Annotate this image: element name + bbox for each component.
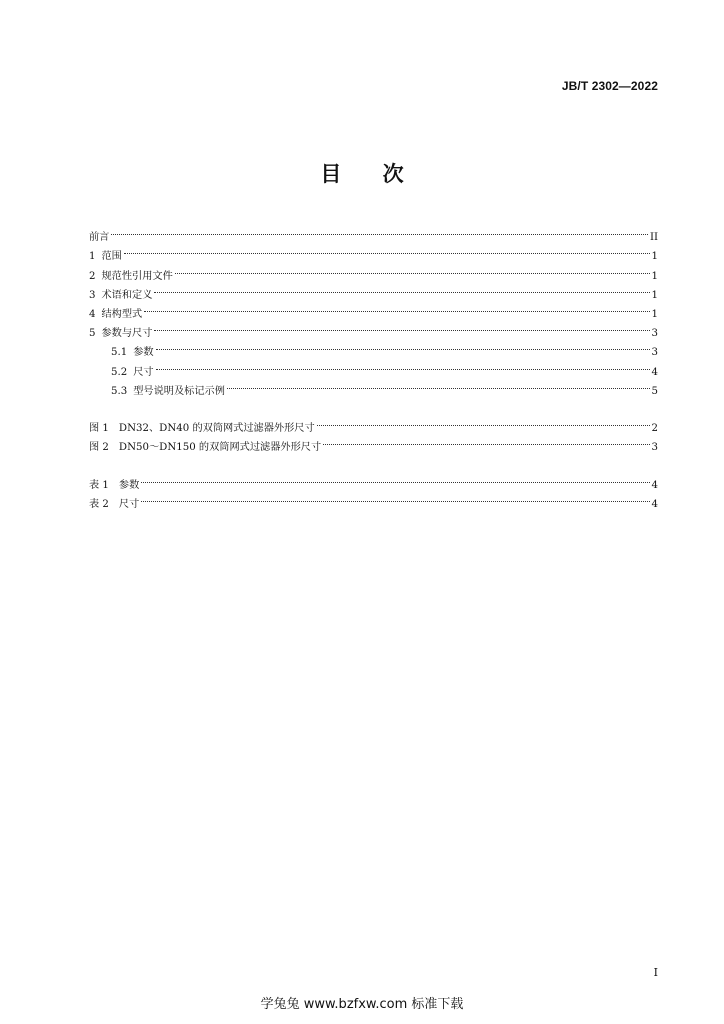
toc-entry-text: 结构型式	[101, 308, 143, 320]
toc-entry-number: 1	[89, 251, 96, 263]
page-number: I	[653, 966, 658, 979]
toc-entry-text: 参数与尺寸	[101, 328, 153, 340]
toc-entry-number: 表 2	[89, 499, 109, 511]
toc-entry-label	[89, 476, 141, 495]
toc-entry[interactable]	[89, 259, 658, 282]
toc-entry-number: 5.1	[111, 347, 128, 359]
toc-entry-page: II	[649, 232, 658, 244]
toc-entry-page: 1	[651, 270, 658, 282]
toc-entry-number: 5.3	[111, 385, 128, 397]
toc-dot-leader	[141, 469, 649, 488]
toc-entry[interactable]	[89, 279, 658, 301]
toc-entry-page: 3	[651, 328, 658, 340]
toc-entry-number: 5.2	[111, 366, 128, 378]
toc-entry-page: 4	[651, 499, 658, 511]
toc-entry-number: 2	[89, 270, 96, 282]
toc-entry-page: 1	[651, 308, 658, 320]
toc-entry-page: 5	[651, 385, 658, 397]
toc-entry-page: 3	[651, 442, 658, 454]
toc-entry-text: 型号说明及标记示例	[133, 385, 225, 397]
toc-entry-text: DN50～DN150 的双筒网式过滤器外形尺寸	[118, 442, 322, 454]
toc-entry-text: 参数	[118, 480, 140, 492]
toc-entry-text: 尺寸	[118, 499, 140, 511]
toc-entry-label	[89, 419, 317, 438]
toc-entry-number: 3	[89, 289, 96, 301]
toc-entry-page: 4	[651, 366, 658, 378]
toc-entry-text: DN32、DN40 的双筒网式过滤器外形尺寸	[118, 423, 315, 435]
toc-entry-number: 表 1	[89, 480, 109, 492]
page-title: 目 次	[320, 162, 404, 186]
toc-dot-leader	[156, 336, 650, 355]
toc-dot-leader	[175, 259, 650, 278]
document-code: JB/T 2302—2022	[561, 79, 658, 93]
toc-dot-leader	[227, 375, 650, 394]
toc-entry[interactable]	[89, 298, 658, 320]
toc-entry-text: 参数	[133, 347, 154, 359]
toc-entry-text: 规范性引用文件	[101, 270, 173, 282]
toc-entry-page: 4	[651, 480, 658, 492]
toc-entry-label	[89, 343, 156, 362]
toc-dot-leader	[323, 431, 649, 450]
toc-entry-label	[89, 324, 154, 343]
toc-entry-page: 3	[651, 347, 658, 359]
toc-dot-leader	[144, 298, 649, 317]
toc-figures	[89, 412, 658, 454]
toc-entry-text: 尺寸	[133, 366, 154, 378]
toc-entry[interactable]	[89, 375, 658, 397]
toc-entry[interactable]	[89, 240, 658, 263]
toc-entry-text: 范围	[101, 251, 122, 263]
toc-entry[interactable]	[89, 221, 658, 244]
toc-entry-number: 4	[89, 308, 96, 320]
toc-entry-label	[89, 228, 111, 247]
toc-entry-label	[89, 438, 323, 457]
toc-tables	[89, 469, 658, 511]
toc-entry-label	[89, 363, 156, 382]
toc-entry-text: 术语和定义	[101, 289, 153, 301]
footer-watermark: 学兔兔 www.bzfxw.com 标准下载	[260, 997, 464, 1012]
toc-entry-text: 前言	[89, 232, 110, 244]
toc-entry-label	[89, 305, 144, 324]
toc-entry[interactable]	[89, 317, 658, 340]
toc-dot-leader	[156, 355, 650, 374]
toc-entry[interactable]	[89, 336, 658, 359]
toc-dot-leader	[154, 317, 649, 336]
toc-entry-label	[89, 247, 124, 266]
toc-entry[interactable]	[89, 488, 658, 511]
toc-entry[interactable]	[89, 412, 658, 435]
toc-entry[interactable]	[89, 469, 658, 492]
toc-entry-number: 图 1	[89, 423, 109, 435]
toc-sections	[89, 221, 658, 397]
toc-dot-leader	[317, 412, 650, 431]
toc-dot-leader	[111, 221, 648, 240]
toc-entry-page: 1	[651, 289, 658, 301]
toc-entry[interactable]	[89, 355, 658, 378]
toc-entry-number: 图 2	[89, 442, 109, 454]
toc-entry-label	[89, 382, 227, 401]
toc-dot-leader	[141, 488, 649, 507]
toc-dot-leader	[154, 279, 649, 298]
toc-entry-number: 5	[89, 328, 96, 340]
toc-dot-leader	[124, 240, 650, 259]
toc-entry-page: 1	[651, 251, 658, 263]
toc-entry-page: 2	[651, 423, 658, 435]
toc-entry-label	[89, 495, 141, 514]
